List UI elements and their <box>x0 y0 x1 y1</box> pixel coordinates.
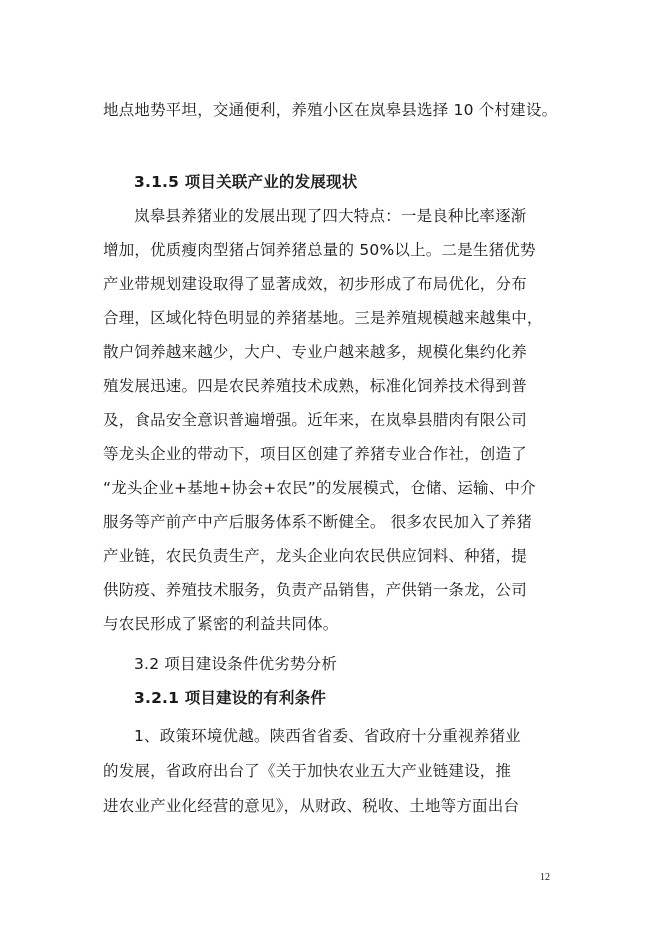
paragraph-line: 服务等产前产中产后服务体系不断健全。 很多农民加入了养猪 <box>103 513 533 531</box>
paragraph-line: 等龙头企业的带动下，项目区创建了养猪专业合作社，创造了 <box>103 445 527 463</box>
paragraph-line: 散户饲养越来越少，大户、专业户越来越多，规模化集约化养 <box>103 343 527 361</box>
paragraph-line: 合理，区域化特色明显的养猪基地。三是养殖规模越来越集中， <box>103 309 543 327</box>
section-321-heading: 3.2.1 项目建设的有利条件 <box>134 689 327 707</box>
paragraph-line: 供防疫、养殖技术服务，负责产品销售，产供销一条龙，公司 <box>103 581 527 599</box>
paragraph-line: “龙头企业+基地+协会+农民”的发展模式，仓储、运输、中介 <box>103 479 536 497</box>
paragraph-line: 1、政策环境优越。陕西省省委、省政府十分重视养猪业 <box>134 727 521 745</box>
page-number: 12 <box>540 872 550 883</box>
paragraph-line: 殖发展迅速。四是农民养殖技术成熟，标准化饲养技术得到普 <box>103 377 527 395</box>
opening-line: 地点地势平坦，交通便利，养殖小区在岚皋县选择 10 个村建设。 <box>103 101 558 119</box>
paragraph-line: 产业链，农民负责生产，龙头企业向农民供应饲料、种猪，提 <box>103 547 527 565</box>
section-32-heading: 3.2 项目建设条件优劣势分析 <box>134 655 338 673</box>
paragraph-line: 及，食品安全意识普遍增强。近年来，在岚皋县腊肉有限公司 <box>103 411 527 429</box>
paragraph-line: 产业带规划建设取得了显著成效，初步形成了布局优化，分布 <box>103 275 527 293</box>
section-315-heading: 3.1.5 项目关联产业的发展现状 <box>134 173 358 191</box>
paragraph-line: 岚皋县养猪业的发展出现了四大特点：一是良种比率逐渐 <box>134 207 527 225</box>
paragraph-line: 进农业产业化经营的意见》，从财政、税收、土地等方面出台 <box>103 797 520 815</box>
paragraph-line: 的发展，省政府出台了《关于加快农业五大产业链建设，推 <box>103 762 512 780</box>
paragraph-line: 与农民形成了紧密的利益共同体。 <box>103 615 339 633</box>
paragraph-line: 增加，优质瘦肉型猪占饲养猪总量的 50%以上。二是生猪优势 <box>103 241 536 259</box>
